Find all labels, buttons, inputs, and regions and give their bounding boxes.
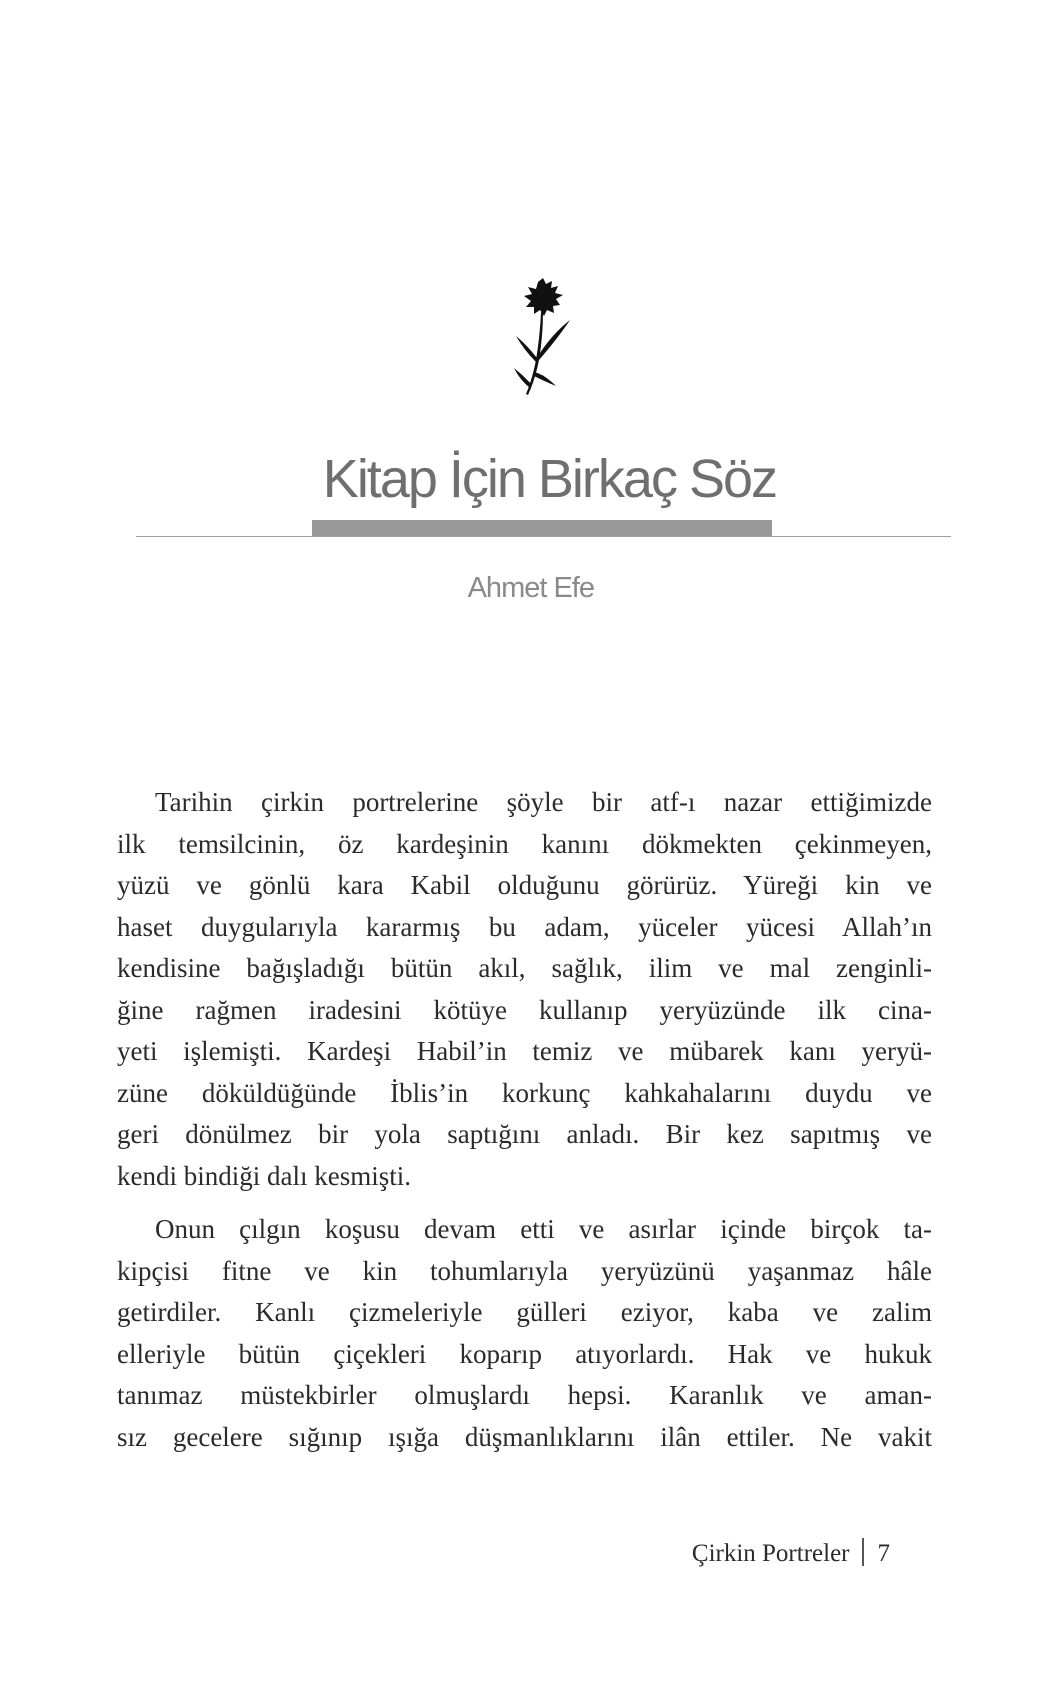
text-line: yeti işlemişti. Kardeşi Habil’in temiz ve mübarek kanı yeryü- (117, 1036, 932, 1066)
paragraph-2 (117, 1209, 932, 1458)
text-line: geri dönülmez bir yola saptığını anladı. Bir kez sapıtmış ve (117, 1119, 932, 1149)
title-divider-rule (136, 536, 951, 537)
page-footer (580, 1538, 890, 1568)
running-book-title: Çirkin Portreler (691, 1540, 850, 1567)
text-line: yüzü ve gönlü kara Kabil olduğunu görürüz. Yüreği kin ve (117, 870, 932, 900)
text-line: züne döküldüğünde İblis’in korkunç kahkahalarını duydu ve (117, 1077, 932, 1108)
text-line: kipçisi fitne ve kin tohumlarıyla yeryüzünü yaşanmaz hâle (117, 1255, 932, 1286)
footer-separator (862, 1538, 864, 1566)
text-line: ilk temsilcinin, öz kardeşinin kanını dökmekten çekinmeyen, (117, 828, 932, 859)
text-line: getirdiler. Kanlı çizmeleriyle gülleri eziyor, kaba ve zalim (117, 1297, 932, 1327)
title-underline-bar (312, 520, 772, 536)
text-line: tanımaz müstekbirler olmuşlardı hepsi. Karanlık ve aman- (117, 1380, 932, 1410)
text-line: kendi bindiği dalı kesmişti. (117, 1160, 411, 1191)
text-line: kendisine bağışladığı bütün akıl, sağlık, ilim ve mal zenginli- (117, 953, 932, 983)
text-line: ğine rağmen iradesini kötüye kullanıp yeryüzünde ilk cina- (117, 994, 932, 1025)
chapter-title: Kitap İçin Birkaç Söz (322, 449, 776, 509)
text-line: Onun çılgın koşusu devam etti ve asırlar içinde birçok ta- (155, 1214, 932, 1244)
author-name: Ahmet Efe (467, 572, 594, 604)
text-line: elleriyle bütün çiçekleri koparıp atıyorlardı. Hak ve hukuk (117, 1338, 932, 1369)
text-line: Tarihin çirkin portrelerine şöyle bir atf-ı nazar ettiğimizde (155, 787, 932, 817)
body-text (117, 782, 932, 1458)
page-number: 7 (877, 1540, 890, 1567)
text-line: haset duygularıyla kararmış bu adam, yüceler yücesi Allah’ın (117, 911, 932, 942)
text-line: sız gecelere sığınıp ışığa düşmanlıklarını ilân ettiler. Ne vakit (117, 1421, 932, 1452)
paragraph-1 (117, 782, 932, 1197)
carnation-flower-icon (510, 276, 574, 404)
